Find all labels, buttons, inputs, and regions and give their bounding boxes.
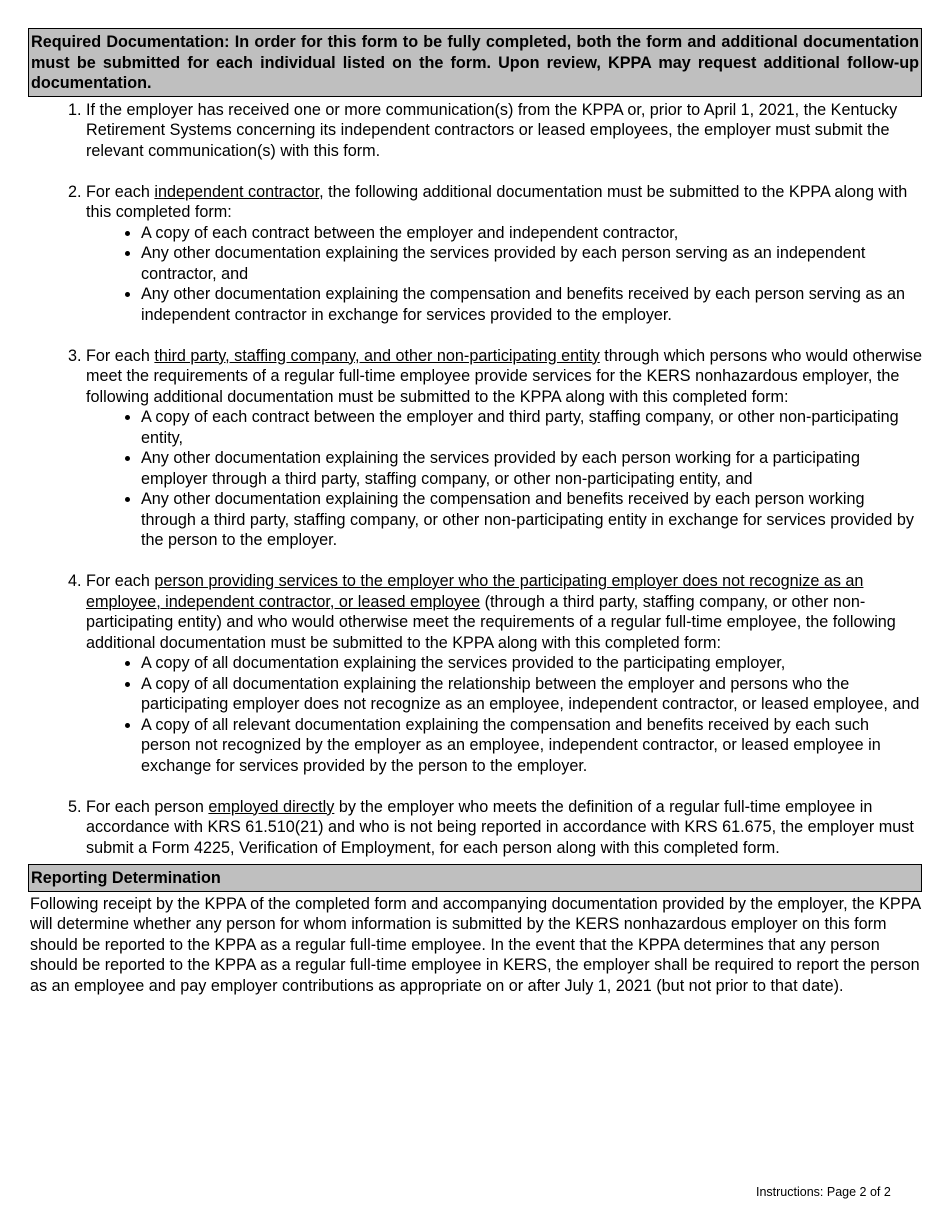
item-4-pre: For each xyxy=(86,572,155,590)
requirement-item-1 xyxy=(86,100,922,162)
item-5-pre: For each person xyxy=(86,797,209,816)
bullet-item: • Any other documentation explaining the services provided by each person serving as an independent contractor, and xyxy=(141,243,922,284)
requirements-list xyxy=(28,100,922,859)
reporting-determination-text: Following receipt by the KPPA of the completed form and accompanying documentation provided by the employer, the KPPA will determine whether any person for whom information is submitted by the KERS nonhazardous employer on this form should be reported to the KPPA as a regular full-time employee. In the event that the KPPA determines that any person should be reported to the KPPA as a regular full-time employee in KERS, the employer shall be required to report the person as an employee and pay employer contributions as appropriate on or after July 1, 2021 (but not prior to that date). xyxy=(30,894,921,995)
bullet-item: • A copy of each contract between the employer and independent contractor, xyxy=(141,223,922,244)
requirement-item-2 xyxy=(86,182,922,326)
requirement-item-3 xyxy=(86,346,922,551)
bullet-item: • A copy of all relevant documentation explaining the compensation and benefits received by each such person not recognized by the employer as an employee, independent contractor, or leased employee in exchange for services provided by the person to the employer. xyxy=(141,715,922,777)
item-3-underlined: third party, staffing company, and other non-participating entity xyxy=(154,346,600,365)
required-documentation-header: Required Documentation: In order for this form to be fully completed, both the form and additional documentation must be submitted for each individual listed on the form. Upon review, KPPA may request additional follow-up documentation. xyxy=(28,28,922,97)
item-4-post: (through a third party, staffing company, or other non-participating entity) and who would otherwise meet the requirements of a regular full-time employee, the following additional documentation must be submitted to the KPPA along with this completed form: xyxy=(86,592,896,652)
page-footer: Instructions: Page 2 of 2 xyxy=(756,1185,891,1199)
item-4-bullets xyxy=(86,653,922,776)
bullet-item: • A copy of each contract between the employer and third party, staffing company, or other non-participating entity, xyxy=(141,407,922,448)
item-3-bullets xyxy=(86,407,922,551)
item-3-pre: For each xyxy=(86,346,155,365)
item-2-underlined: independent contractor xyxy=(154,182,320,201)
bullet-item: • Any other documentation explaining the compensation and benefits received by each person working through a third party, staffing company, or other non-participating entity in exchange for services provided by the person to the employer. xyxy=(141,489,922,551)
bullet-item: • A copy of all documentation explaining the relationship between the employer and persons who the participating employer does not recognize as an employee, independent contractor, or leased employee, and xyxy=(141,674,922,715)
item-4-underlined: person providing services to the employer who the participating employer does not recognize as an employee, independent contractor, or leased employee xyxy=(86,572,864,611)
requirement-item-5 xyxy=(86,797,922,859)
item-2-post: , the following additional documentation must be submitted to the KPPA along with this completed form: xyxy=(86,182,908,221)
requirement-item-4 xyxy=(86,571,922,776)
item-2-bullets xyxy=(86,223,922,326)
document-page xyxy=(28,28,922,996)
item-3-post: through which persons who would otherwise meet the requirements of a regular full-time employee provide services for the KERS nonhazardous employer, the following additional documentation must be submitted to the KPPA along with this completed form: xyxy=(86,346,922,406)
item-5-underlined: employed directly xyxy=(208,797,335,816)
item-2-pre: For each xyxy=(86,182,155,201)
bullet-item: • Any other documentation explaining the services provided by each person working for a participating employer through a third party, staffing company, or other non-participating entity, and xyxy=(141,448,922,489)
reporting-determination-header: Reporting Determination xyxy=(28,864,922,892)
item-1-text: If the employer has received one or more communication(s) from the KPPA or, prior to April 1, 2021, the Kentucky Retirement Systems concerning its independent contractors or leased employees, the employer must submit the relevant communication(s) with this form. xyxy=(86,100,898,160)
item-5-post: by the employer who meets the definition of a regular full-time employee in accordance with KRS 61.510(21) and who is not being reported in accordance with KRS 61.675, the employer must submit a Form 4225, Verification of Employment, for each person along with this completed form. xyxy=(86,797,914,857)
bullet-item: • Any other documentation explaining the compensation and benefits received by each person serving as an independent contractor in exchange for services provided to the employer. xyxy=(141,284,922,325)
bullet-item: • A copy of all documentation explaining the services provided to the participating employer, xyxy=(141,653,922,674)
